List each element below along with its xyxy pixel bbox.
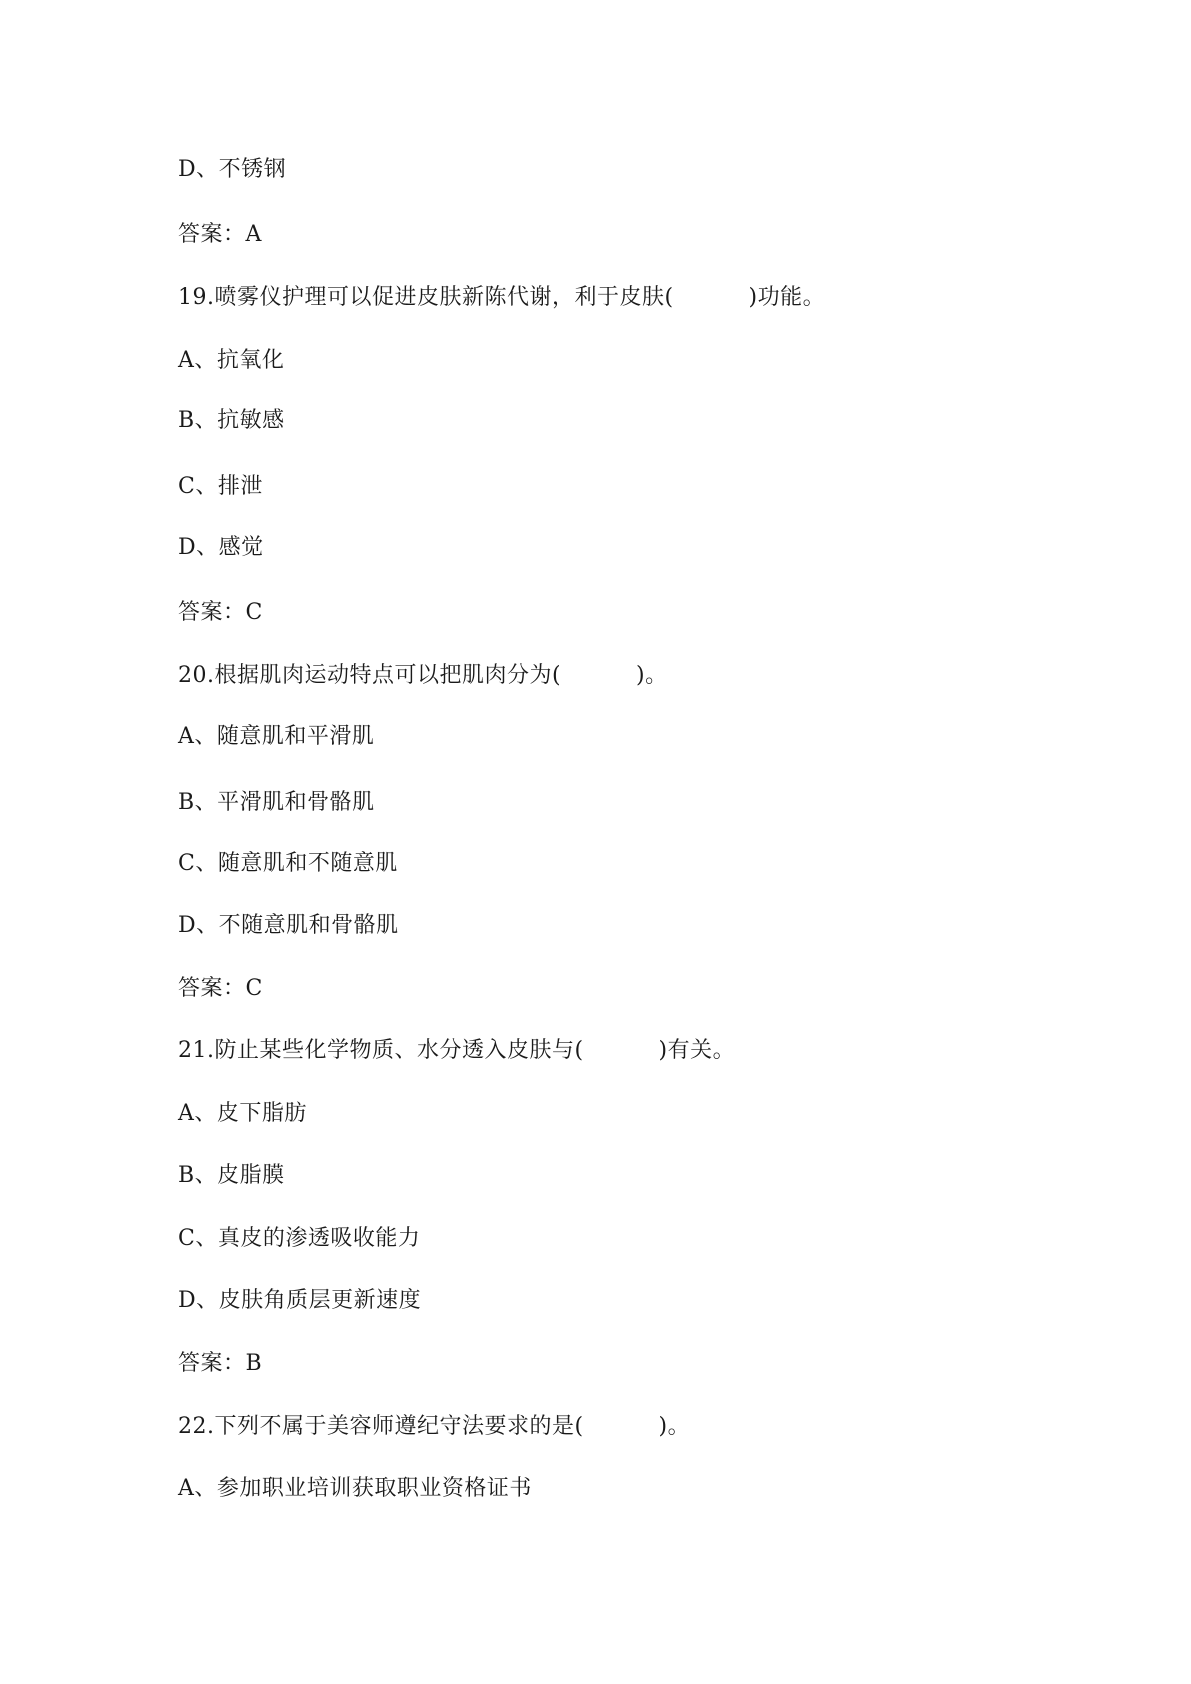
option-d-q19: D、感觉 [178, 535, 264, 560]
answer-q21: 答案：B [178, 1351, 263, 1376]
option-c-q19: C、排泄 [178, 474, 263, 499]
option-c-q20: C、随意肌和不随意肌 [178, 851, 398, 876]
option-a-q20: A、随意肌和平滑肌 [178, 724, 375, 749]
question-20: 20.根据肌肉运动特点可以把肌肉分为( )。 [178, 663, 668, 688]
option-c-q21: C、真皮的渗透吸收能力 [178, 1226, 421, 1251]
question-21: 21.防止某些化学物质、水分透入皮肤与( )有关。 [178, 1038, 736, 1063]
answer-q19: 答案：C [178, 600, 263, 625]
answer-q18: 答案：A [178, 222, 262, 247]
option-a-q22: A、参加职业培训获取职业资格证书 [178, 1476, 532, 1501]
option-a-q21: A、皮下脂肪 [178, 1101, 307, 1126]
option-b-q20: B、平滑肌和骨骼肌 [178, 790, 375, 815]
option-d-q21: D、皮肤角质层更新速度 [178, 1288, 422, 1313]
question-22: 22.下列不属于美容师遵纪守法要求的是( )。 [178, 1414, 691, 1439]
option-d-q18: D、不锈钢 [178, 157, 287, 182]
option-d-q20: D、不随意肌和骨骼肌 [178, 913, 399, 938]
option-b-q21: B、皮脂膜 [178, 1163, 285, 1188]
option-b-q19: B、抗敏感 [178, 408, 285, 433]
question-19: 19.喷雾仪护理可以促进皮肤新陈代谢，利于皮肤( )功能。 [178, 285, 826, 310]
option-a-q19: A、抗氧化 [178, 348, 285, 373]
answer-q20: 答案：C [178, 976, 263, 1001]
